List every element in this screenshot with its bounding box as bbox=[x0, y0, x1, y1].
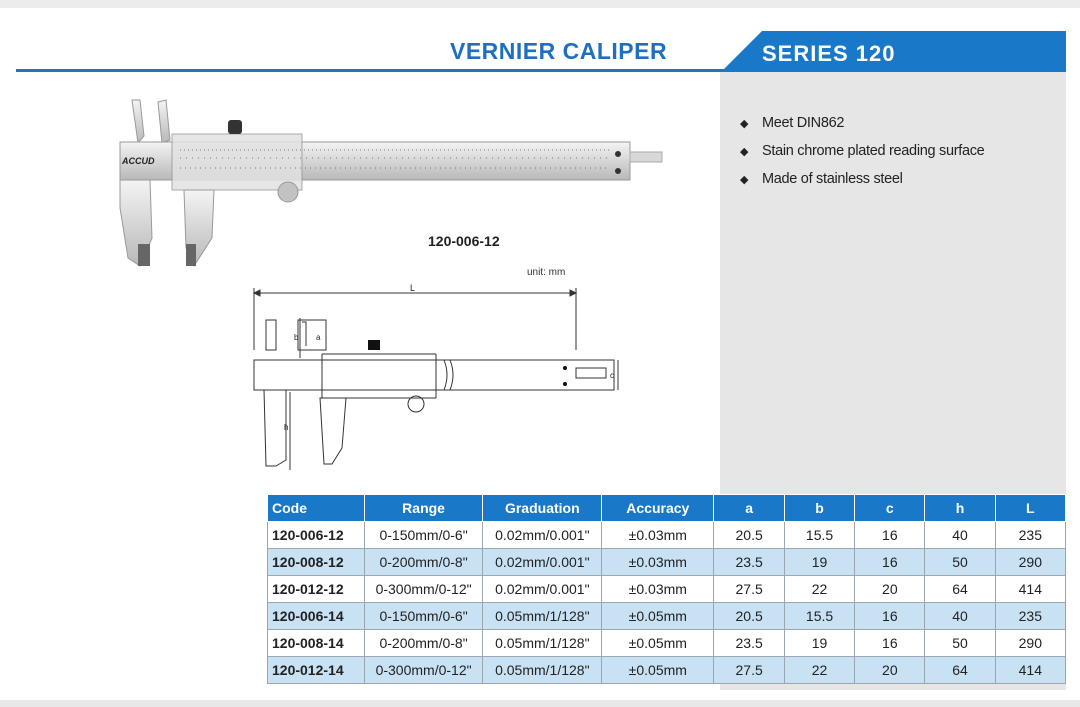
header-rule bbox=[16, 69, 1066, 72]
column-header-accuracy: Accuracy bbox=[602, 495, 714, 522]
feature-list bbox=[740, 113, 984, 197]
series-label: SERIES 120 bbox=[762, 41, 896, 66]
table-row: 120-006-14 0-150mm/0-6" 0.05mm/1/128" ±0.05mm 20.5 15.5 16 40 235 bbox=[268, 603, 1066, 630]
column-header-h: h bbox=[925, 495, 995, 522]
top-frame-strip bbox=[0, 0, 1080, 8]
dimension-c-label: c bbox=[610, 371, 614, 380]
column-header-a: a bbox=[714, 495, 784, 522]
column-header-l: L bbox=[995, 495, 1065, 522]
table-row: 120-012-12 0-300mm/0-12" 0.02mm/0.001" ±0.03mm 27.5 22 20 64 414 bbox=[268, 576, 1066, 603]
table-row: 120-008-14 0-200mm/0-8" 0.05mm/1/128" ±0.05mm 23.5 19 16 50 290 bbox=[268, 630, 1066, 657]
dimension-L-label: L bbox=[410, 283, 416, 293]
feature-item: ◆ Made of stainless steel bbox=[740, 169, 984, 197]
brand-logo: ACCUD bbox=[122, 156, 155, 166]
column-header-c: c bbox=[855, 495, 925, 522]
table-row: 120-008-12 0-200mm/0-8" 0.02mm/0.001" ±0.03mm 23.5 19 16 50 290 bbox=[268, 549, 1066, 576]
table-row: 120-006-12 0-150mm/0-6" 0.02mm/0.001" ±0.03mm 20.5 15.5 16 40 235 bbox=[268, 522, 1066, 549]
feature-item: ◆ Meet DIN862 bbox=[740, 113, 984, 141]
dimension-b-label: b bbox=[294, 333, 299, 342]
dimension-h-label: h bbox=[284, 423, 289, 432]
slider-lock-icon bbox=[368, 340, 380, 350]
column-header-b: b bbox=[784, 495, 854, 522]
column-header-code: Code bbox=[268, 495, 365, 522]
table-header-row bbox=[268, 495, 1066, 522]
bullet-icon: ◆ bbox=[740, 118, 749, 130]
table-row: 120-012-14 0-300mm/0-12" 0.05mm/1/128" ±0.05mm 27.5 22 20 64 414 bbox=[268, 657, 1066, 684]
dimension-a-label: a bbox=[316, 333, 321, 342]
feature-item: ◆ Stain chrome plated reading surface bbox=[740, 141, 984, 169]
model-label: 120-006-12 bbox=[428, 233, 500, 249]
caliper-drawing bbox=[240, 280, 630, 480]
bullet-icon: ◆ bbox=[740, 174, 749, 186]
bottom-frame-strip bbox=[0, 700, 1080, 707]
column-header-graduation: Graduation bbox=[483, 495, 602, 522]
page-title: VERNIER CALIPER bbox=[450, 38, 668, 64]
unit-label: unit: mm bbox=[527, 267, 566, 278]
caliper-photo bbox=[110, 98, 670, 273]
bullet-icon: ◆ bbox=[740, 146, 749, 158]
column-header-range: Range bbox=[364, 495, 483, 522]
spec-table bbox=[267, 494, 1066, 684]
